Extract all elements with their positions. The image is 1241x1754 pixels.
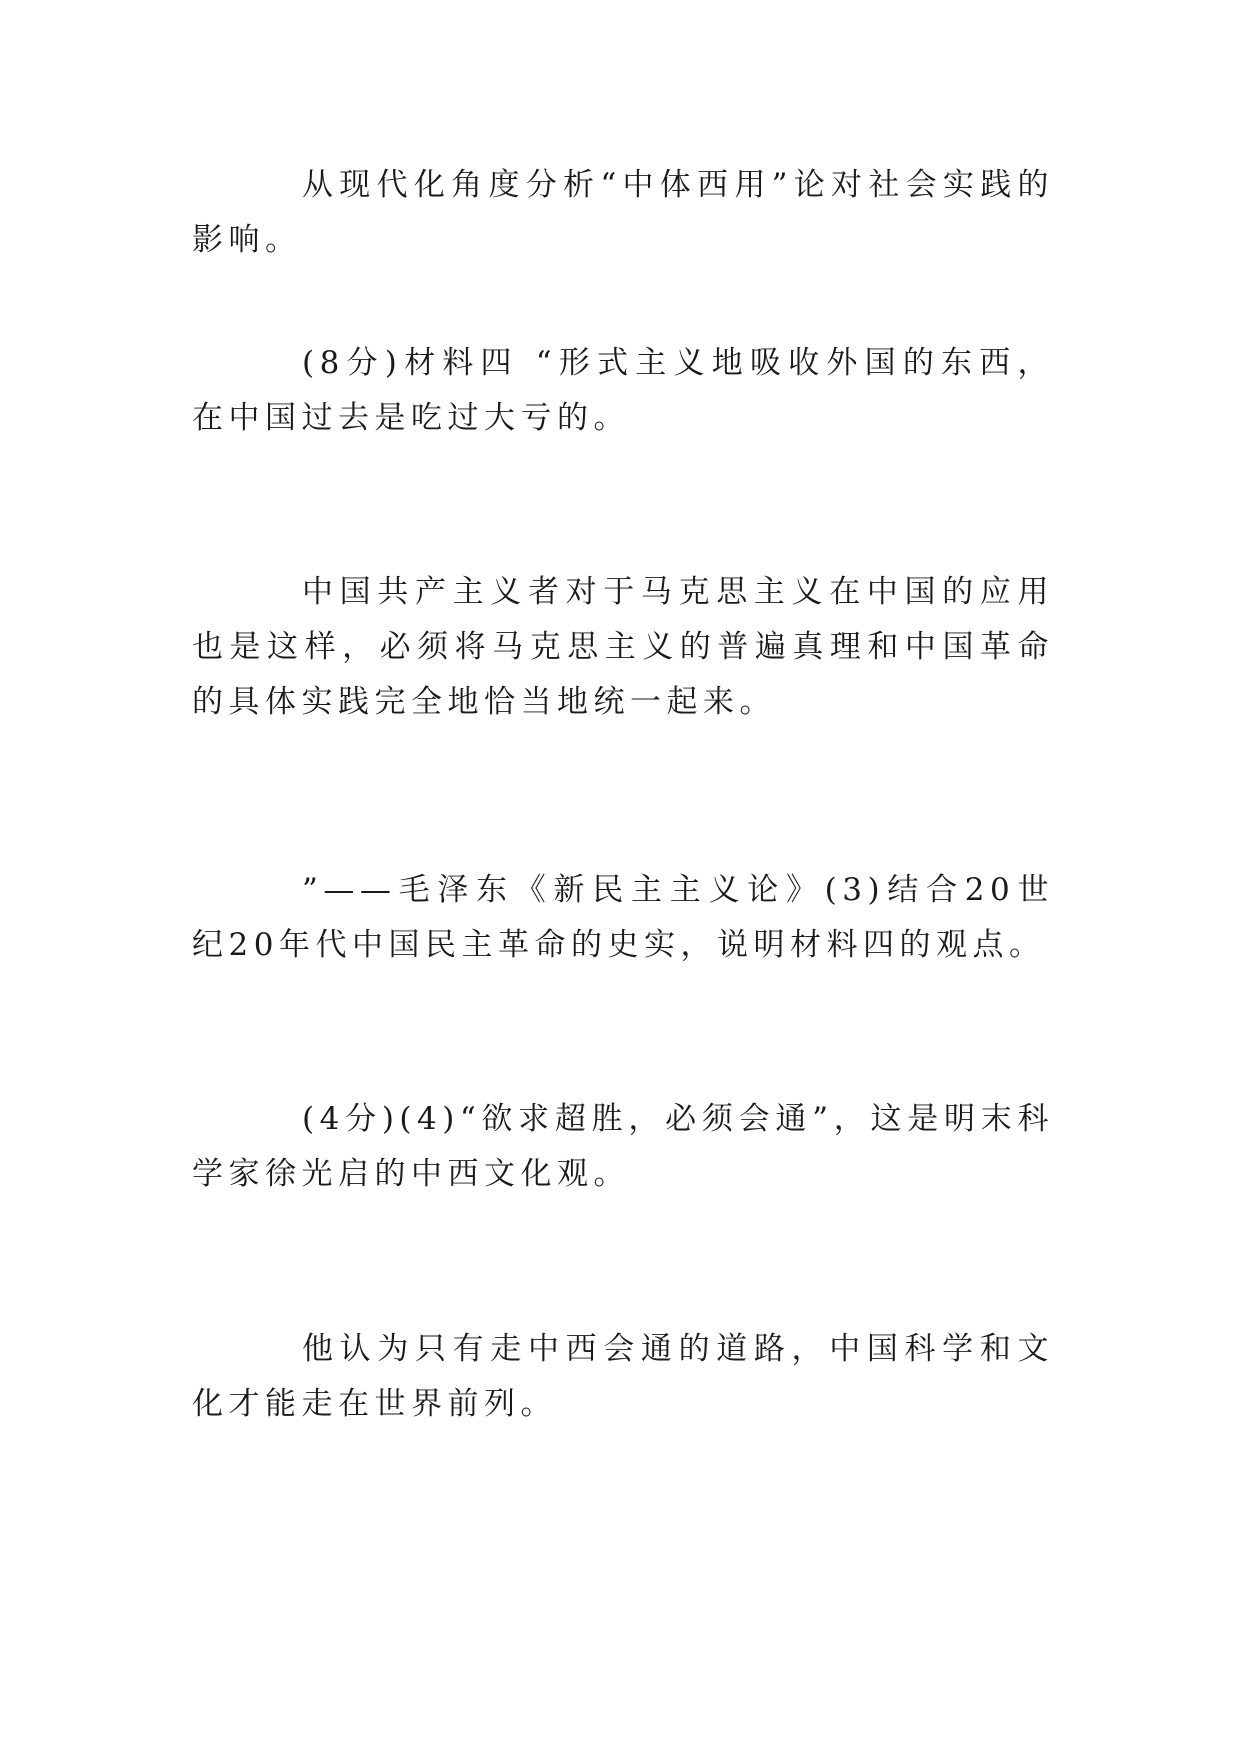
paragraph-2: (8分)材料四 “形式主义地吸收外国的东西，在中国过去是吃过大亏的。 <box>192 345 1054 436</box>
paragraph-5: (4分)(4)“欲求超胜，必须会通”，这是明末科学家徐光启的中西文化观。 <box>192 1101 1054 1192</box>
paragraph-1: 从现代化角度分析“中体西用”论对社会实践的影响。 <box>192 167 1054 258</box>
paragraph-4: ”——毛泽东《新民主主义论》(3)结合20世纪20年代中国民主革命的史实，说明材料四的观点。 <box>192 872 1054 963</box>
paragraph-3: 中国共产主义者对于马克思主义在中国的应用也是这样，必须将马克思主义的普遍真理和中国革命的具体实践完全地恰当地统一起来。 <box>192 574 1054 720</box>
paragraph-6: 他认为只有走中西会通的道路，中国科学和文化才能走在世界前列。 <box>192 1331 1054 1422</box>
